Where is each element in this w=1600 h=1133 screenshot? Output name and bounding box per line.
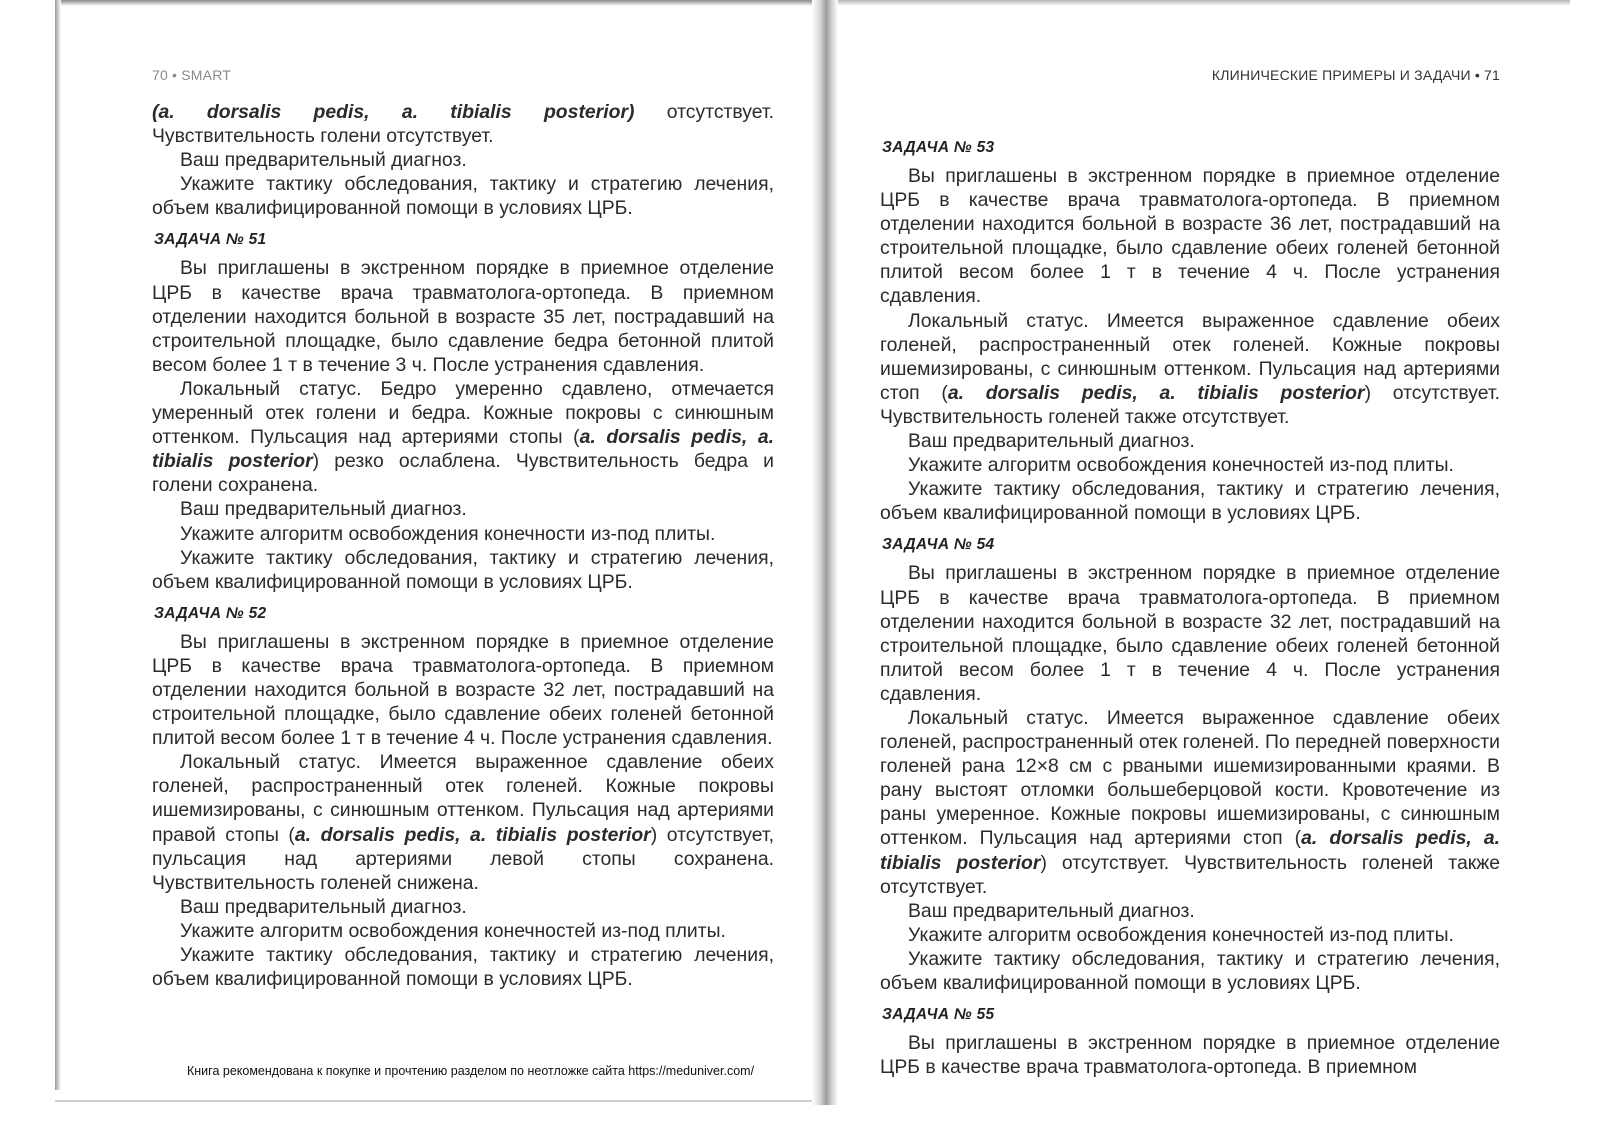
text-run: Укажите тактику обследования, тактику и стратегию лечения, объем квалифицированной помощи в условиях ЦРБ. — [152, 546, 774, 593]
paragraph — [880, 706, 1500, 899]
paragraph — [152, 100, 774, 148]
paragraph — [880, 561, 1500, 706]
text-run: Укажите тактику обследования, тактику и стратегию лечения, объем квалифицированной помощи в условиях ЦРБ. — [152, 944, 774, 991]
task-heading: ЗАДАЧА № 52 — [154, 604, 267, 622]
text-run: ) резко ослаблена. Чувствительность бедра и голени сохранена. — [152, 450, 774, 497]
task-heading: ЗАДАЧА № 55 — [882, 1006, 995, 1024]
scan-edge — [55, 0, 61, 1090]
text-run: Ваш предварительный диагноз. — [180, 149, 467, 172]
paragraph — [152, 377, 774, 497]
book-gutter — [812, 0, 838, 1105]
footer-note: Книга рекомендована к покупке и прочтению разделом по неотложке сайта https://meduniver.com/ — [187, 1064, 755, 1078]
paragraph — [152, 256, 774, 376]
paragraph — [880, 1031, 1500, 1079]
latin-term: a. dorsalis pedis, a. tibialis posterior — [152, 426, 774, 473]
text-run: ) отсутствует. Чувствительность голеней также отсутствует. — [880, 851, 1500, 898]
right-page — [880, 0, 1500, 1100]
text-run: Укажите алгоритм освобождения конечности из-под плиты. — [180, 522, 716, 545]
paragraph — [152, 895, 774, 919]
text-run: Локальный статус. Имеется выраженное сдавление обеих голеней, распространенный отек голеней. Кожные покровы ишемизированы, с синюшным оттенком. Пульсация над артериями правой стопы ( — [152, 751, 774, 846]
paragraph — [152, 943, 774, 991]
task-heading: ЗАДАЧА № 54 — [882, 536, 995, 554]
paragraph — [152, 148, 774, 172]
latin-term: (a. dorsalis pedis, a. tibialis posterior) — [152, 101, 635, 123]
text-run: Вы приглашены в экстренном порядке в приемное отделение ЦРБ в качестве врача травматолога-ортопеда. В приемном отделении находится больной в возрасте 35 лет, пострадавший на строительной площадке, было сдавление бедра бетонной плитой весом более 1 т в течение 3 ч. После устранения сдавления. — [152, 257, 774, 376]
paragraph — [152, 172, 774, 220]
paragraph — [152, 919, 774, 943]
task-heading: ЗАДАЧА № 53 — [882, 139, 995, 156]
paragraph — [880, 899, 1500, 923]
paragraph — [880, 309, 1500, 429]
scan-edge — [55, 1100, 825, 1102]
text-run: Укажите тактику обследования, тактику и стратегию лечения, объем квалифицированной помощи в условиях ЦРБ. — [152, 173, 774, 220]
text-run: Укажите алгоритм освобождения конечностей из-под плиты. — [908, 923, 1454, 946]
text-run: ) отсутствует. Чувствительность голеней также отсутствует. — [880, 381, 1500, 428]
paragraph — [880, 947, 1500, 995]
text-run: ) отсутствует, пульсация над артериями левой стопы сохранена. Чувствительность голеней снижена. — [152, 823, 774, 894]
running-head-right: КЛИНИЧЕСКИЕ ПРИМЕРЫ И ЗАДАЧИ • 71 — [1211, 67, 1500, 83]
left-page — [152, 0, 774, 1100]
text-run: Ваш предварительный диагноз. — [180, 895, 467, 918]
paragraph — [880, 453, 1500, 477]
text-run: Укажите тактику обследования, тактику и стратегию лечения, объем квалифицированной помощи в условиях ЦРБ. — [880, 478, 1500, 525]
paragraph — [880, 923, 1500, 947]
paragraph — [152, 750, 774, 895]
paragraph — [880, 429, 1500, 453]
latin-term: a. dorsalis pedis, a. tibialis posterior — [294, 823, 651, 846]
paragraph — [152, 497, 774, 521]
text-run: Ваш предварительный диагноз. — [908, 430, 1195, 453]
paragraph — [880, 477, 1500, 525]
text-run: Ваш предварительный диагноз. — [180, 498, 467, 521]
latin-term: a. dorsalis pedis, a. tibialis posterior — [880, 827, 1500, 874]
paragraph — [152, 522, 774, 546]
text-run: Локальный статус. Имеется выраженное сдавление обеих голеней, распространенный отек голеней. Кожные покровы ишемизированы, с синюшным оттенком. Пульсация над артериями стоп ( — [880, 309, 1500, 404]
paragraph — [152, 546, 774, 594]
text-run: Локальный статус. Имеется выраженное сдавление обеих голеней, распространенный отек голеней. По передней поверхности голеней рана 12×8 см с рваными ишемизированными краями. В рану выстоят отломки большеберцовой кости. Кровотечение из раны умеренное. Кожные покровы ишемизированы, с синюшным оттенком. Пульсация над артериями стоп ( — [880, 706, 1500, 850]
text-run: отсутствует. Чувствительность голени отсутствует. — [152, 101, 775, 148]
text-run: Укажите алгоритм освобождения конечностей из-под плиты. — [908, 454, 1454, 477]
text-run: Укажите тактику обследования, тактику и стратегию лечения, объем квалифицированной помощи в условиях ЦРБ. — [880, 947, 1500, 994]
left-page-body — [152, 100, 774, 991]
running-head-left: 70 • SMART — [152, 67, 231, 83]
paragraph — [880, 164, 1500, 309]
text-run: Укажите алгоритм освобождения конечностей из-под плиты. — [180, 919, 726, 942]
text-run: Вы приглашены в экстренном порядке в приемное отделение ЦРБ в качестве врача травматолога-ортопеда. В приемном отделении находится больной в возрасте 32 лет, пострадавший на строительной площадке, было сдавление обеих голеней бетонной плитой весом более 1 т в течение 4 ч. После устранения сдавления. — [880, 562, 1500, 705]
text-run: Вы приглашены в экстренном порядке в приемное отделение ЦРБ в качестве врача травматолога-ортопеда. В приемном — [880, 1032, 1500, 1079]
text-run: Ваш предварительный диагноз. — [908, 899, 1195, 922]
task-heading: ЗАДАЧА № 51 — [154, 231, 267, 249]
latin-term: a. dorsalis pedis, a. tibialis posterior — [947, 381, 1365, 404]
paragraph — [152, 630, 774, 750]
text-run: Локальный статус. Бедро умеренно сдавлено, отмечается умеренный отек голени и бедра. Кожные покровы с синюшным оттенком. Пульсация над артериями стопы ( — [152, 377, 774, 449]
text-run: Вы приглашены в экстренном порядке в приемное отделение ЦРБ в качестве врача травматолога-ортопеда. В приемном отделении находится больной в возрасте 32 лет, пострадавший на строительной площадке, было сдавление обеих голеней бетонной плитой весом более 1 т в течение 4 ч. После устранения сдавления. — [152, 630, 774, 750]
text-run: Вы приглашены в экстренном порядке в приемное отделение ЦРБ в качестве врача травматолога-ортопеда. В приемном отделении находится больной в возрасте 36 лет, пострадавший на строительной площадке, было сдавление обеих голеней бетонной плитой весом более 1 т в течение 4 ч. После устранения сдавления. — [880, 165, 1500, 308]
right-page-body — [880, 128, 1500, 1079]
